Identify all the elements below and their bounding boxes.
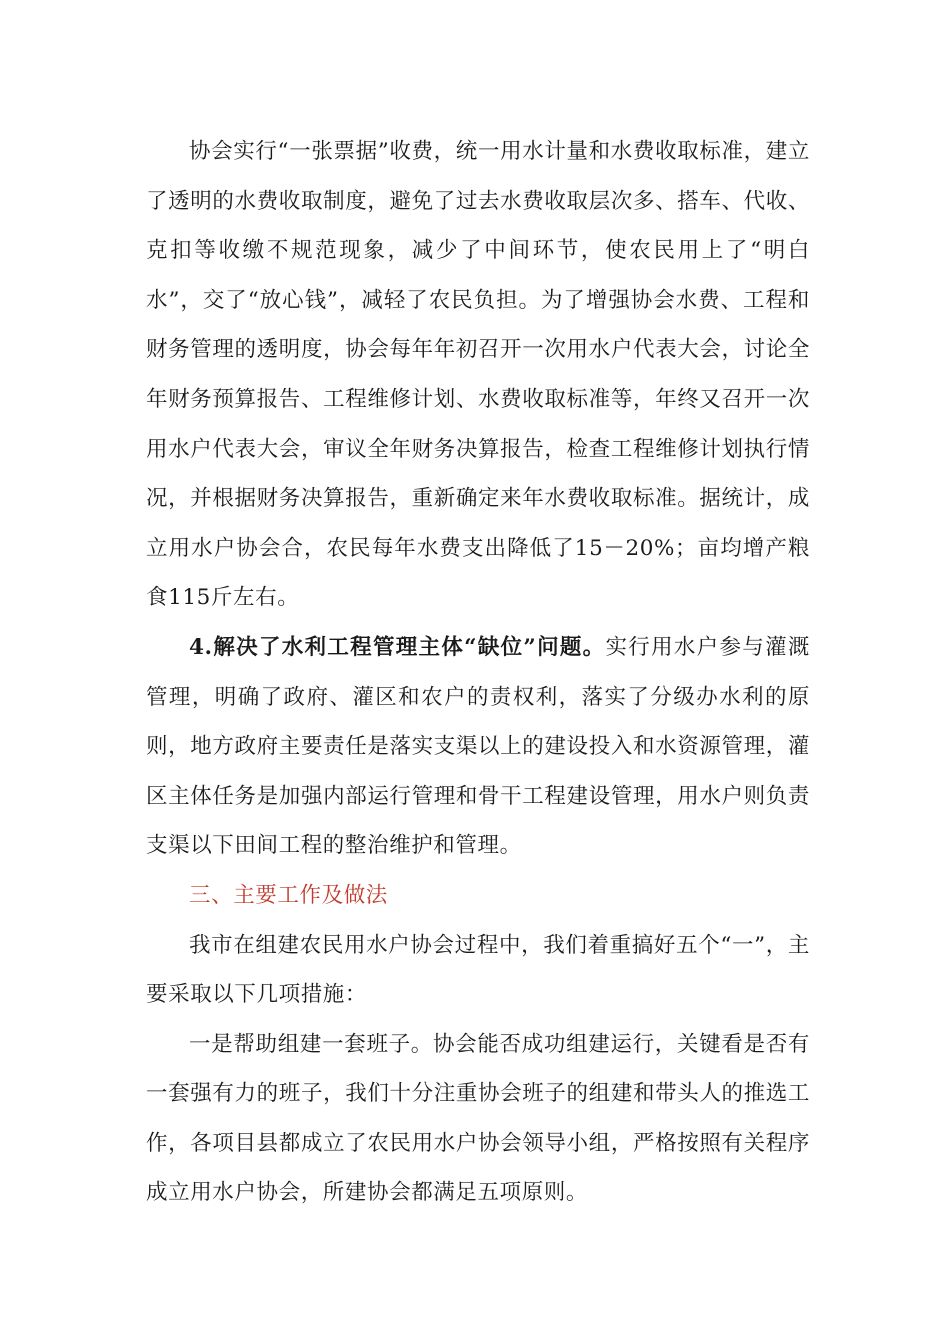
paragraph-measures-intro: 我市在组建农民用水户协会过程中，我们着重搞好五个“一”，主要采取以下几项措施：: [146, 932, 810, 1008]
paragraph-lead-bold: 4.解决了水利工程管理主体“缺位”问题。: [189, 634, 606, 660]
paragraph-body: 实行用水户参与灌溉管理，明确了政府、灌区和农户的责权利，落实了分级办水利的原则，地方政府主要责任是落实支渠以上的建设投入和水资源管理，灌区主体任务是加强内部运行管理和骨干工程建设管理，用水户则负责支渠以下田间工程的整治维护和管理。: [146, 634, 810, 859]
section-heading-main-work: 三、主要工作及做法: [189, 882, 388, 908]
paragraph-fee-collection: 协会实行“一张票据”收费，统一用水计量和水费收取标准，建立了透明的水费收取制度，避免了过去水费收取层次多、搭车、代收、克扣等收缴不规范现象，减少了中间环节，使农民用上了“明白水”，交了“放心钱”，减轻了农民负担。为了增强协会水费、工程和财务管理的透明度，协会每年年初召开一次用水户代表大会，讨论全年财务预算报告、工程维修计划、水费收取标准等，年终又召开一次用水户代表大会，审议全年财务决算报告，检查工程维修计划执行情况，并根据财务决算报告，重新确定来年水费收取标准。据统计，成立用水户协会合，农民每年水费支出降低了15－20%；亩均增产粮食115斤左右。: [146, 139, 810, 611]
paragraph-management-subject: [146, 623, 810, 871]
paragraph-leadership-team: 一是帮助组建一套班子。协会能否成功组建运行，关键看是否有一套强有力的班子，我们十分注重协会班子的组建和带头人的推选工作，各项目县都成立了农民用水户协会领导小组，严格按照有关程序成立用水户协会，所建协会都满足五项原则。: [146, 1031, 810, 1206]
document-page: [146, 127, 810, 1218]
